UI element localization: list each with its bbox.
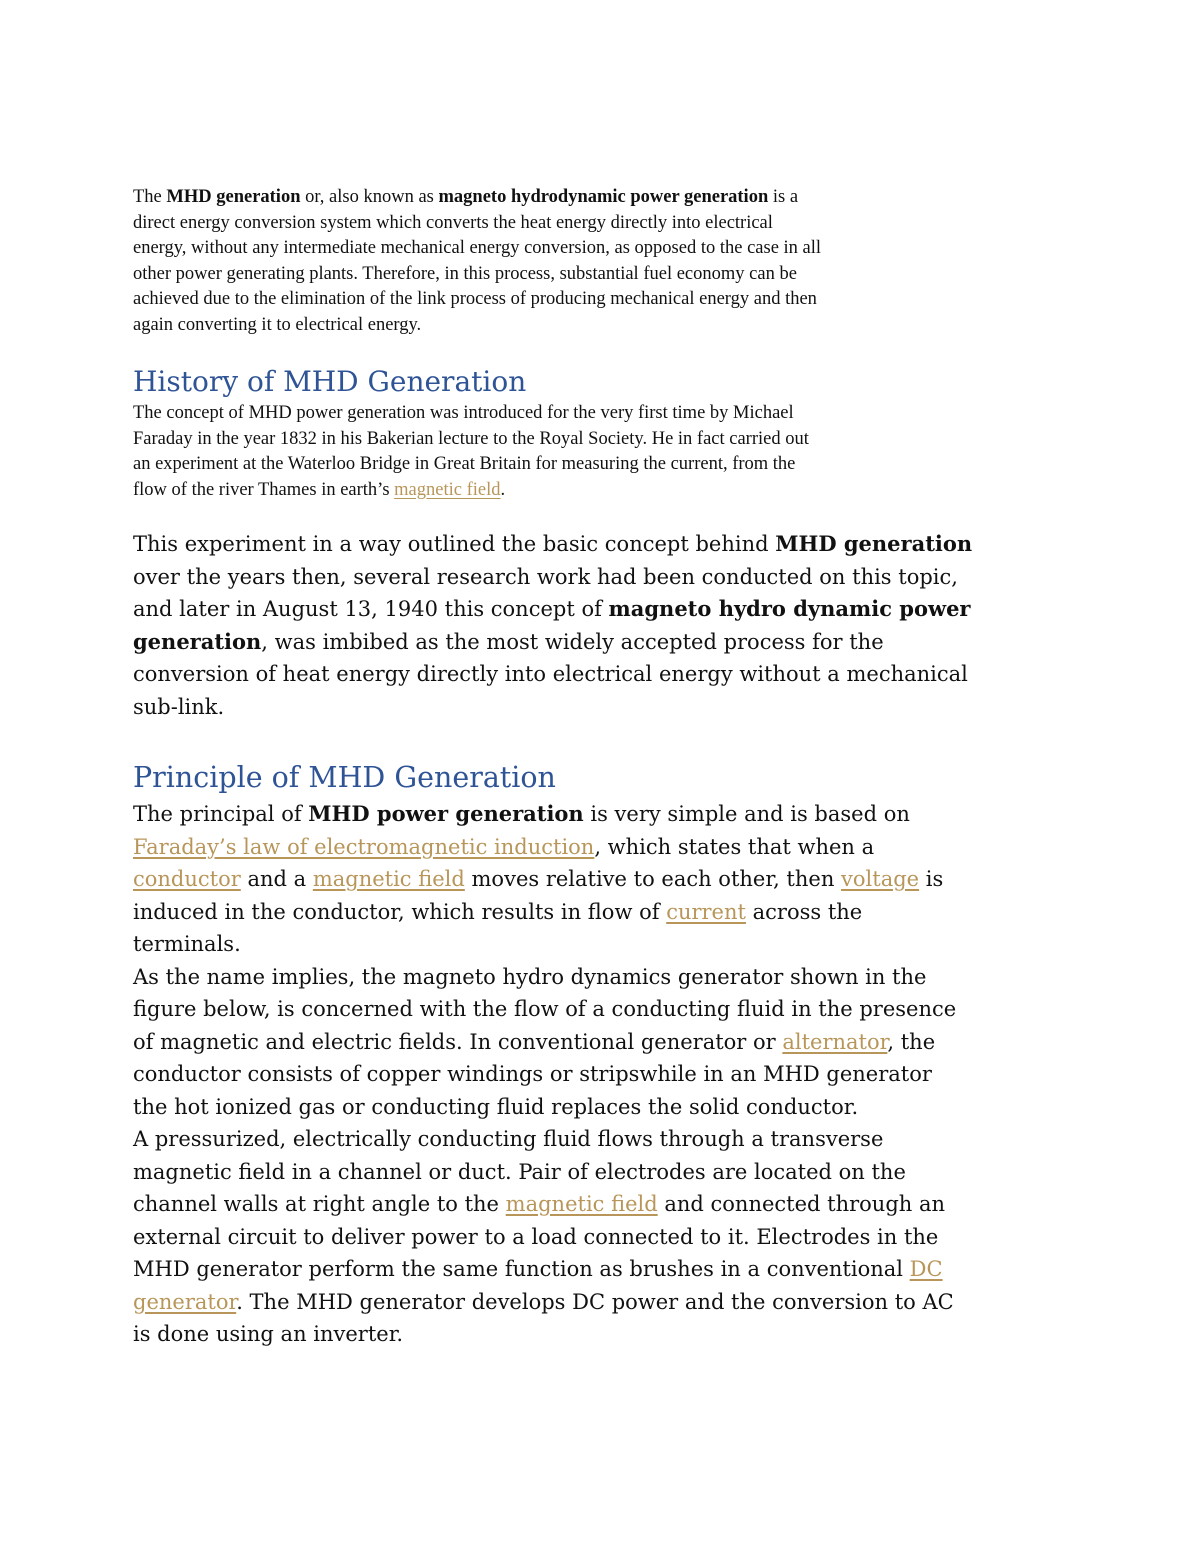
intro-line: direct energy conversion system which converts the heat energy directly into electrical xyxy=(133,212,773,233)
bold-term: magneto hydro dynamic power xyxy=(608,596,971,621)
bold-term: generation xyxy=(133,628,262,654)
principle-line: is done using an inverter. xyxy=(133,1322,404,1346)
experiment-line: over the years then, several research work had been conducted on this topic, xyxy=(133,564,958,589)
magnetic-field-link[interactable]: magnetic field xyxy=(394,479,501,500)
text-run: , which states that when a xyxy=(594,834,875,859)
magnetic-field-link[interactable]: magnetic field xyxy=(312,867,465,891)
text-run: and connected through an xyxy=(657,1192,946,1216)
text-run: This experiment in a way outlined the basic concept behind xyxy=(133,532,776,556)
principle-line: terminals. xyxy=(133,932,241,956)
principle-line xyxy=(133,831,973,864)
text-run: , the xyxy=(887,1029,936,1054)
text-run: of magnetic and electric fields. In conventional generator or xyxy=(133,1029,783,1054)
intro-paragraph xyxy=(133,185,973,338)
history-line: Faraday in the year 1832 in his Bakerian lecture to the Royal Society. He in fact carried out xyxy=(133,428,809,449)
text-run: and a xyxy=(240,867,313,891)
principle-line: the hot ionized gas or conducting fluid replaces the solid conductor. xyxy=(133,1094,859,1119)
bold-term: magneto hydrodynamic power generation xyxy=(438,187,769,207)
experiment-line xyxy=(133,593,973,626)
faradays-law-link[interactable]: Faraday’s law of electromagnetic induction xyxy=(133,834,595,859)
magnetic-field-link[interactable]: magnetic field xyxy=(505,1192,658,1216)
principle-paragraph xyxy=(133,798,973,1351)
principle-line: external circuit to deliver power to a load connected to it. Electrodes in the xyxy=(133,1224,939,1249)
history-line xyxy=(133,478,973,504)
principle-line xyxy=(133,1026,973,1059)
principle-line: As the name implies, the magneto hydro dynamics generator shown in the xyxy=(133,964,927,989)
principle-line: figure below, is concerned with the flow of a conducting fluid in the presence xyxy=(133,997,957,1021)
principle-line: conductor consists of copper windings or stripswhile in an MHD generator xyxy=(133,1062,932,1086)
text-run: MHD generator perform the same function as brushes in a conventional xyxy=(133,1257,910,1281)
experiment-line xyxy=(133,528,973,561)
text-run: induced in the conductor, which results in flow of xyxy=(133,899,667,924)
principle-line xyxy=(133,863,973,896)
principle-line: magnetic field in a channel or duct. Pair of electrodes are located on the xyxy=(133,1159,906,1184)
bold-term: MHD generation xyxy=(775,531,973,556)
text-run: The principal of xyxy=(133,802,309,826)
experiment-line: conversion of heat energy directly into electrical energy without a mechanical xyxy=(133,662,968,686)
text-run: . The MHD generator develops DC power and the conversion to AC xyxy=(236,1289,954,1314)
text-run: moves relative to each other, then xyxy=(464,867,842,891)
history-heading: History of MHD Generation xyxy=(133,365,527,398)
principle-line xyxy=(133,798,973,831)
intro-line: again converting it to electrical energy. xyxy=(133,314,422,335)
principle-line xyxy=(133,896,973,929)
principle-heading: Principle of MHD Generation xyxy=(133,761,556,794)
text-run: is a xyxy=(768,187,799,207)
text-run: across the xyxy=(745,899,863,924)
history-line: The concept of MHD power generation was introduced for the very first time by Michael xyxy=(133,403,794,423)
text-run: channel walls at right angle to the xyxy=(133,1192,506,1216)
principle-line xyxy=(133,1286,973,1319)
current-link[interactable]: current xyxy=(666,899,746,924)
text-run: , was imbibed as the most widely accepted process for the xyxy=(261,629,884,654)
text-run: . xyxy=(500,479,506,500)
history-line: an experiment at the Waterloo Bridge in Great Britain for measuring the current, from the xyxy=(133,454,796,474)
experiment-paragraph xyxy=(133,528,973,723)
bold-term: MHD generation xyxy=(166,187,301,207)
text-run: or, also known as xyxy=(300,187,439,207)
dc-generator-link[interactable]: DC xyxy=(909,1257,943,1281)
text-run: flow of the river Thames in earth’s xyxy=(133,479,395,500)
history-paragraph xyxy=(133,401,973,503)
intro-line: energy, without any intermediate mechanical energy conversion, as opposed to the case in all xyxy=(133,238,822,258)
intro-line: achieved due to the elimination of the link process of producing mechanical energy and then xyxy=(133,289,817,309)
text-run: is xyxy=(919,867,944,891)
text-run: The xyxy=(133,187,167,207)
principle-line xyxy=(133,1188,973,1221)
alternator-link[interactable]: alternator xyxy=(782,1029,888,1054)
principle-line: A pressurized, electrically conducting fluid flows through a transverse xyxy=(133,1127,884,1151)
text-run: and later in August 13, 1940 this concept of xyxy=(133,597,609,621)
principle-line xyxy=(133,1253,973,1286)
conductor-link[interactable]: conductor xyxy=(133,867,241,891)
experiment-line xyxy=(133,626,973,659)
text-run: is very simple and is based on xyxy=(583,802,910,826)
intro-line xyxy=(133,185,973,211)
bold-term: MHD power generation xyxy=(308,801,584,826)
dc-generator-link[interactable]: generator xyxy=(133,1289,237,1314)
intro-line: other power generating plants. Therefore, in this process, substantial fuel economy can be xyxy=(133,263,797,284)
voltage-link[interactable]: voltage xyxy=(841,867,920,891)
experiment-line: sub-link. xyxy=(133,694,225,719)
